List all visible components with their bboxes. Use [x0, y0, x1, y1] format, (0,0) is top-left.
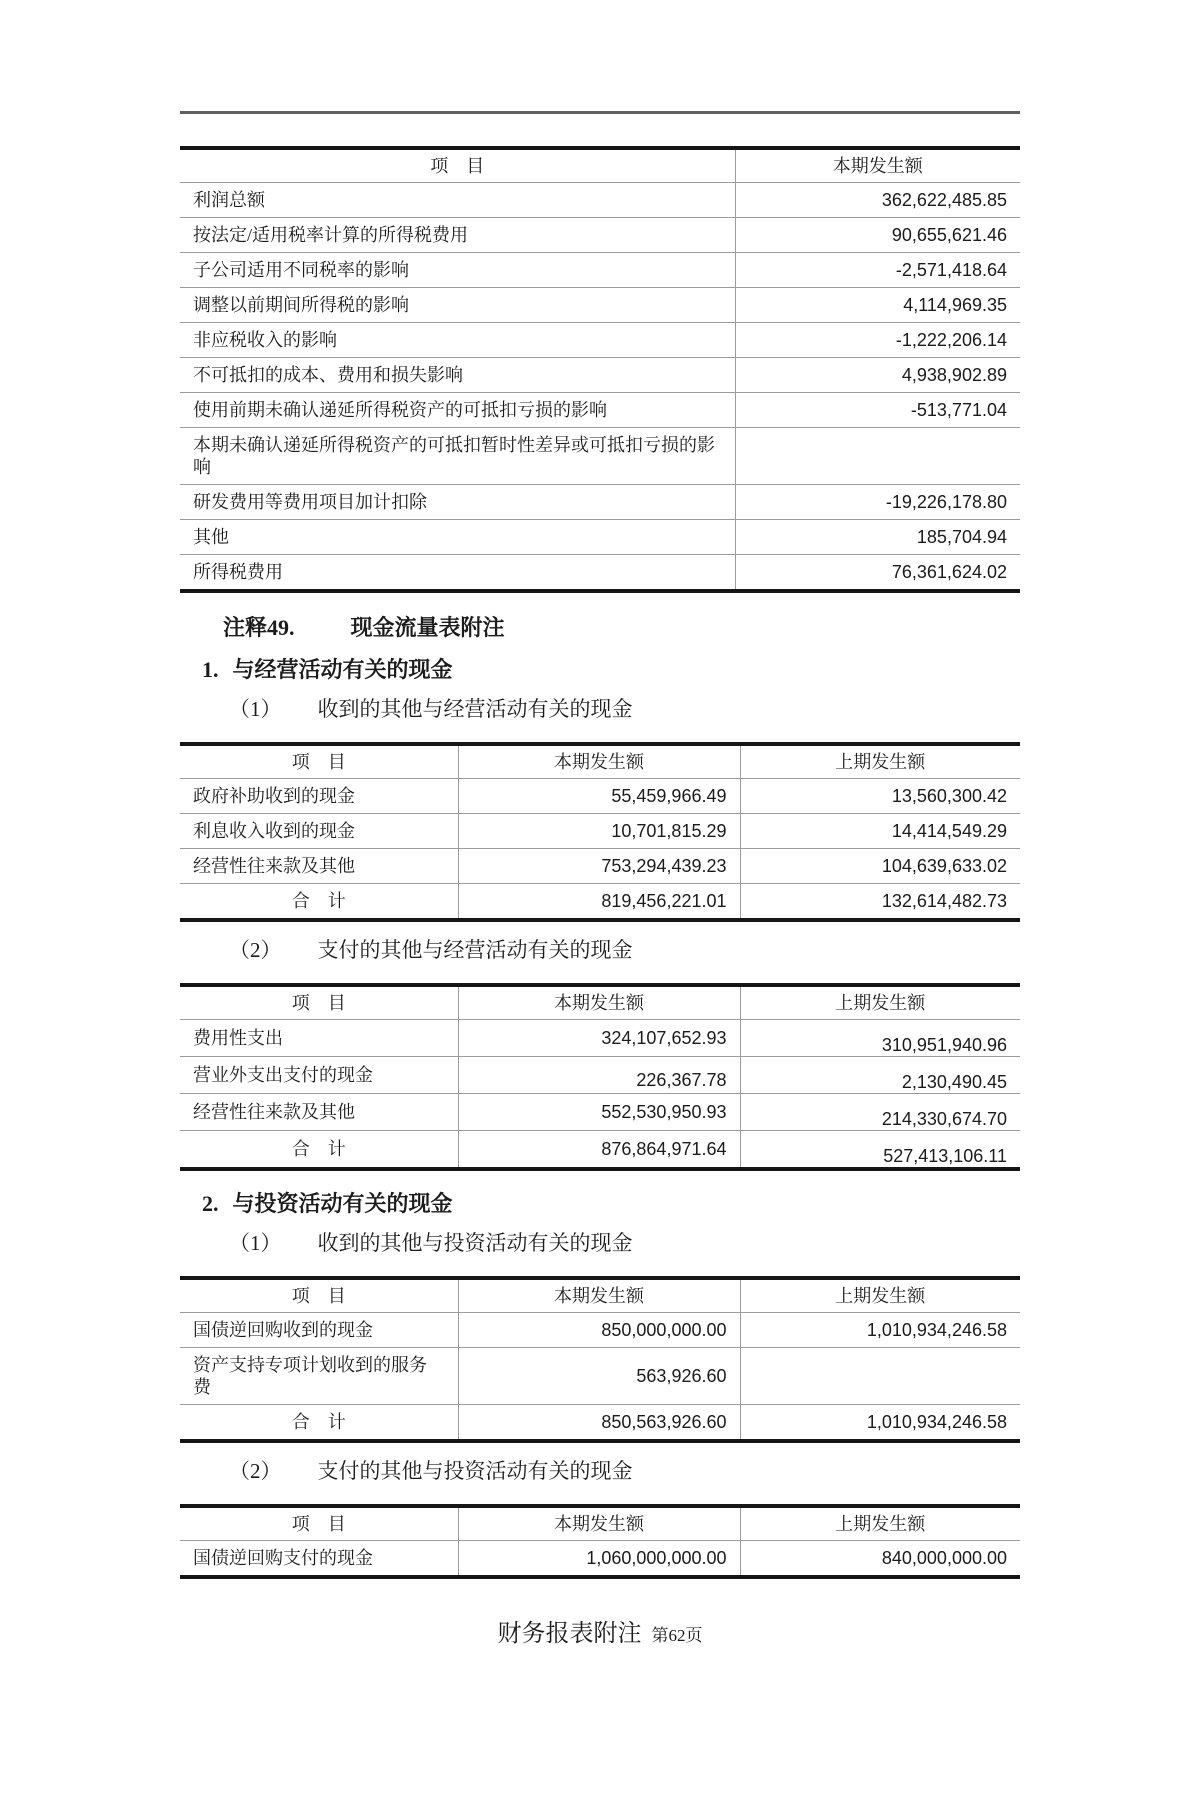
row-value: 850,563,926.60: [458, 1405, 740, 1442]
row-value: 132,614,482.73: [740, 884, 1020, 921]
row-label: 非应税收入的影响: [180, 323, 735, 358]
subsection-title: 收到的其他与投资活动有关的现金: [317, 1231, 633, 1255]
row-value: 362,622,485.85: [735, 183, 1020, 218]
row-value: 185,704.94: [735, 520, 1020, 555]
row-value: 4,114,969.35: [735, 288, 1020, 323]
total-row: [180, 1405, 1020, 1442]
row-value: 563,926.60: [458, 1348, 740, 1405]
row-label: 合 计: [291, 1139, 346, 1159]
row-value: -513,771.04: [735, 393, 1020, 428]
table-header: [180, 985, 1020, 1020]
table-body: [180, 1313, 1020, 1442]
table-row: [180, 218, 1020, 253]
footer-title: 财务报表附注: [497, 1621, 642, 1647]
row-value: -19,226,178.80: [735, 485, 1020, 520]
row-value: 552,530,950.93: [458, 1094, 740, 1131]
column-header: 本期发生额: [735, 148, 1020, 183]
header-row: [180, 148, 1020, 183]
row-label: 不可抵扣的成本、费用和损失影响: [180, 358, 735, 393]
row-label: 经营性往来款及其他: [180, 849, 458, 884]
row-label: 按法定/适用税率计算的所得税费用: [180, 218, 735, 253]
row-label: 子公司适用不同税率的影响: [180, 253, 735, 288]
table-row: [180, 1094, 1020, 1131]
table-header: [180, 744, 1020, 779]
row-label: 费用性支出: [180, 1020, 458, 1057]
row-value: [740, 1348, 1020, 1405]
row-value: -2,571,418.64: [735, 253, 1020, 288]
table-header: [180, 1278, 1020, 1313]
page-footer: [0, 1619, 1200, 1649]
subsection-number: （2）: [229, 938, 282, 962]
column-header: 本期发生额: [458, 744, 740, 779]
subsection-1-2-heading: [229, 938, 1200, 963]
subsection-number: （1）: [229, 697, 282, 721]
row-value: 876,864,971.64: [458, 1131, 740, 1170]
row-value: -1,222,206.14: [735, 323, 1020, 358]
column-header: 项 目: [180, 744, 458, 779]
row-value: 104,639,633.02: [740, 849, 1020, 884]
table-body: [180, 1020, 1020, 1170]
investing-cash-received-table: [180, 1276, 1020, 1443]
table-row: [180, 288, 1020, 323]
footer-page-number: 第62页: [651, 1626, 703, 1645]
row-value: 819,456,221.01: [458, 884, 740, 921]
row-value: 2,130,490.45: [740, 1057, 1020, 1094]
table-row: [180, 183, 1020, 218]
column-header: 项 目: [180, 985, 458, 1020]
column-header: 上期发生额: [740, 1506, 1020, 1541]
table-row: [180, 1020, 1020, 1057]
row-label: 研发费用等费用项目加计扣除: [180, 485, 735, 520]
note-49-heading: [223, 615, 1200, 641]
column-header: 本期发生额: [458, 1506, 740, 1541]
row-value: 14,414,549.29: [740, 814, 1020, 849]
row-value: 76,361,624.02: [735, 555, 1020, 592]
row-value: 1,010,934,246.58: [740, 1405, 1020, 1442]
subsection-title: 收到的其他与经营活动有关的现金: [317, 697, 633, 721]
row-label: 经营性往来款及其他: [180, 1094, 458, 1131]
section-number: 1.: [202, 657, 219, 682]
row-label: 调整以前期间所得税的影响: [180, 288, 735, 323]
subsection-2-2-heading: [229, 1459, 1200, 1484]
row-value: 1,060,000,000.00: [458, 1541, 740, 1578]
row-value: 753,294,439.23: [458, 849, 740, 884]
operating-cash-paid-table: [180, 983, 1020, 1171]
row-label: 合 计: [291, 1412, 346, 1432]
table-row: [180, 485, 1020, 520]
column-header: 上期发生额: [740, 1278, 1020, 1313]
row-value: 10,701,815.29: [458, 814, 740, 849]
column-header: 本期发生额: [458, 1278, 740, 1313]
column-header: 项 目: [180, 148, 735, 183]
row-label: 利息收入收到的现金: [180, 814, 458, 849]
row-value: 4,938,902.89: [735, 358, 1020, 393]
subsection-2-1-heading: [229, 1231, 1200, 1256]
row-value: 90,655,621.46: [735, 218, 1020, 253]
subsection-number: （2）: [229, 1459, 282, 1483]
section-2-heading: [202, 1191, 1200, 1217]
note-number: 注释49.: [223, 615, 295, 640]
table-row: [180, 1348, 1020, 1405]
operating-cash-received-table: [180, 742, 1020, 922]
table-row: [180, 814, 1020, 849]
section-title: 与经营活动有关的现金: [232, 657, 453, 682]
table-row: [180, 779, 1020, 814]
subsection-1-1-heading: [229, 697, 1200, 722]
table-row: [180, 555, 1020, 592]
row-label: 其他: [180, 520, 735, 555]
subsection-number: （1）: [229, 1231, 282, 1255]
table-header: [180, 1506, 1020, 1541]
table-row: [180, 1541, 1020, 1578]
income-tax-reconciliation-table: [180, 146, 1020, 593]
note-title: 现金流量表附注: [350, 615, 505, 640]
row-value: [735, 428, 1020, 485]
column-header: 上期发生额: [740, 744, 1020, 779]
row-label: 利润总额: [180, 183, 735, 218]
table-body: [180, 779, 1020, 921]
subsection-title: 支付的其他与投资活动有关的现金: [317, 1459, 633, 1483]
total-row: [180, 1131, 1020, 1170]
header-row: [180, 744, 1020, 779]
row-label: 资产支持专项计划收到的服务费: [180, 1348, 458, 1405]
column-header: 项 目: [180, 1506, 458, 1541]
row-value: 214,330,674.70: [740, 1094, 1020, 1131]
column-header: 上期发生额: [740, 985, 1020, 1020]
row-value: 1,010,934,246.58: [740, 1313, 1020, 1348]
table-row: [180, 393, 1020, 428]
row-value: 527,413,106.11: [740, 1131, 1020, 1170]
row-value: 324,107,652.93: [458, 1020, 740, 1057]
table-body: [180, 1541, 1020, 1578]
section-1-heading: [202, 657, 1200, 683]
table-body: [180, 183, 1020, 592]
section-title: 与投资活动有关的现金: [232, 1191, 453, 1216]
row-value: 55,459,966.49: [458, 779, 740, 814]
row-value: 840,000,000.00: [740, 1541, 1020, 1578]
table-row: [180, 520, 1020, 555]
row-label: 营业外支出支付的现金: [180, 1057, 458, 1094]
table-row: [180, 253, 1020, 288]
column-header: 项 目: [180, 1278, 458, 1313]
section-number: 2.: [202, 1191, 219, 1216]
total-row: [180, 884, 1020, 921]
table-header: [180, 148, 1020, 183]
row-label: 使用前期未确认递延所得税资产的可抵扣亏损的影响: [180, 393, 735, 428]
row-label: 所得税费用: [193, 562, 283, 582]
investing-cash-paid-table: [180, 1504, 1020, 1579]
header-row: [180, 985, 1020, 1020]
header-row: [180, 1506, 1020, 1541]
table-row: [180, 1057, 1020, 1094]
table-row: [180, 849, 1020, 884]
column-header: 本期发生额: [458, 985, 740, 1020]
table-row: [180, 358, 1020, 393]
row-label: 国债逆回购支付的现金: [193, 1548, 373, 1568]
row-label: 合 计: [291, 891, 346, 911]
table-row: [180, 428, 1020, 485]
table-row: [180, 323, 1020, 358]
page-header-rule: [180, 111, 1020, 114]
row-label: 本期未确认递延所得税资产的可抵扣暂时性差异或可抵扣亏损的影响: [180, 428, 735, 485]
row-value: 13,560,300.42: [740, 779, 1020, 814]
row-label: 政府补助收到的现金: [180, 779, 458, 814]
table-row: [180, 1313, 1020, 1348]
row-label: 国债逆回购收到的现金: [180, 1313, 458, 1348]
row-value: 850,000,000.00: [458, 1313, 740, 1348]
row-value: 226,367.78: [458, 1057, 740, 1094]
header-row: [180, 1278, 1020, 1313]
subsection-title: 支付的其他与经营活动有关的现金: [317, 938, 633, 962]
row-value: 310,951,940.96: [740, 1020, 1020, 1057]
